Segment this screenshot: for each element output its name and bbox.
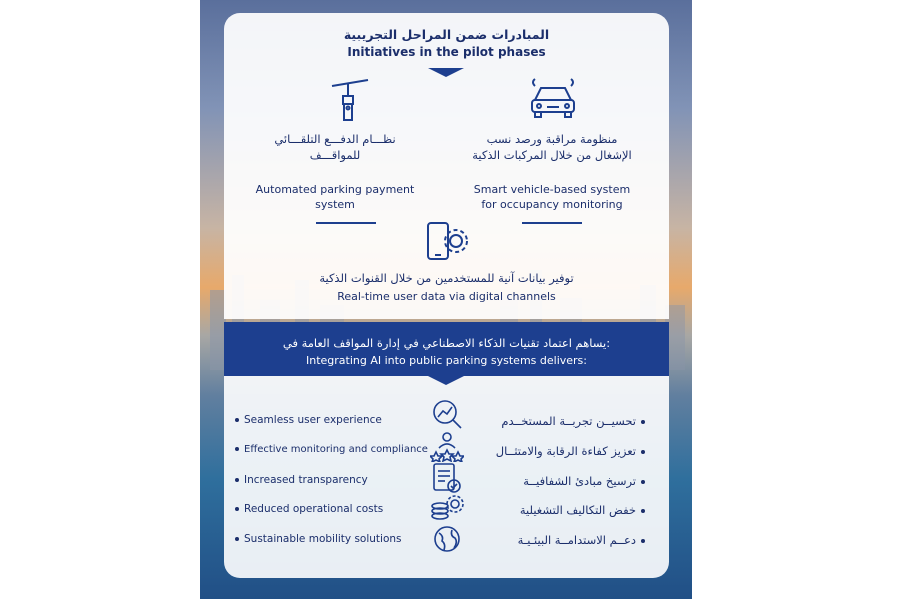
band-arrow — [428, 376, 464, 385]
benefit-4-arabic: خفض التكاليف التشغيلية — [520, 503, 650, 517]
benefit-3-arabic: ترسيخ مبادئ الشفافيــة — [523, 474, 650, 488]
benefit-5-english: Sustainable mobility solutions — [230, 533, 402, 545]
title-english: Initiatives in the pilot phases — [347, 45, 546, 59]
benefit-1-arabic: تحسيــن تجربــة المستخــدم — [501, 414, 650, 428]
infographic-poster — [200, 0, 692, 599]
rating-stars-icon — [430, 430, 464, 462]
growth-chart-icon — [430, 398, 464, 430]
initiative-2-arabic-line1: نظـــام الدفـــع التلقـــائي — [274, 132, 396, 146]
initiative-1-divider — [522, 222, 582, 224]
benefit-3-english: Increased transparency — [230, 474, 368, 486]
initiative-2-divider — [316, 222, 376, 224]
title-arrow — [428, 68, 464, 77]
initiative-3-english: Real-time user data via digital channels — [337, 290, 556, 303]
initiative-2-arabic-line2: للمواقـــف — [309, 148, 361, 162]
vehicle-sensor-icon — [527, 78, 579, 122]
document-check-icon — [432, 462, 462, 494]
title-arabic: المبادرات ضمن المراحل التجريبية — [343, 27, 550, 42]
initiative-2-english-line1: Automated parking payment — [255, 183, 415, 196]
parking-payment-icon — [328, 78, 372, 122]
band-english: Integrating AI into public parking systems delivers: — [305, 354, 587, 367]
initiative-1-arabic-line1: منظومة مراقبة ورصد نسب — [486, 132, 618, 146]
benefit-2-english: Effective monitoring and compliance — [230, 444, 428, 455]
benefit-4-english: Reduced operational costs — [230, 503, 383, 515]
mobile-settings-icon — [426, 221, 470, 263]
coins-gear-icon — [430, 492, 464, 524]
initiative-2-english-line2: system — [315, 198, 355, 211]
benefit-5-arabic: دعــم الاستدامــة البيئـيـة — [518, 533, 650, 547]
initiative-1-english-line1: Smart vehicle-based system — [473, 183, 631, 196]
band-arabic: يساهم اعتماد تقنيات الذكاء الاصطناعي في إدارة المواقف العامة في: — [282, 336, 611, 350]
initiative-1-english-line2: for occupancy monitoring — [481, 198, 623, 211]
benefit-2-arabic: تعزيز كفاءة الرقابة والامتثــال — [496, 444, 650, 458]
initiative-1-arabic-line2: الإشغال من خلال المركبات الذكية — [472, 148, 632, 162]
initiative-3-arabic: توفير بيانات آنية للمستخدمين من خلال القنوات الذكية — [319, 271, 574, 285]
globe-leaf-icon — [432, 524, 462, 554]
benefit-1-english: Seamless user experience — [230, 414, 382, 426]
